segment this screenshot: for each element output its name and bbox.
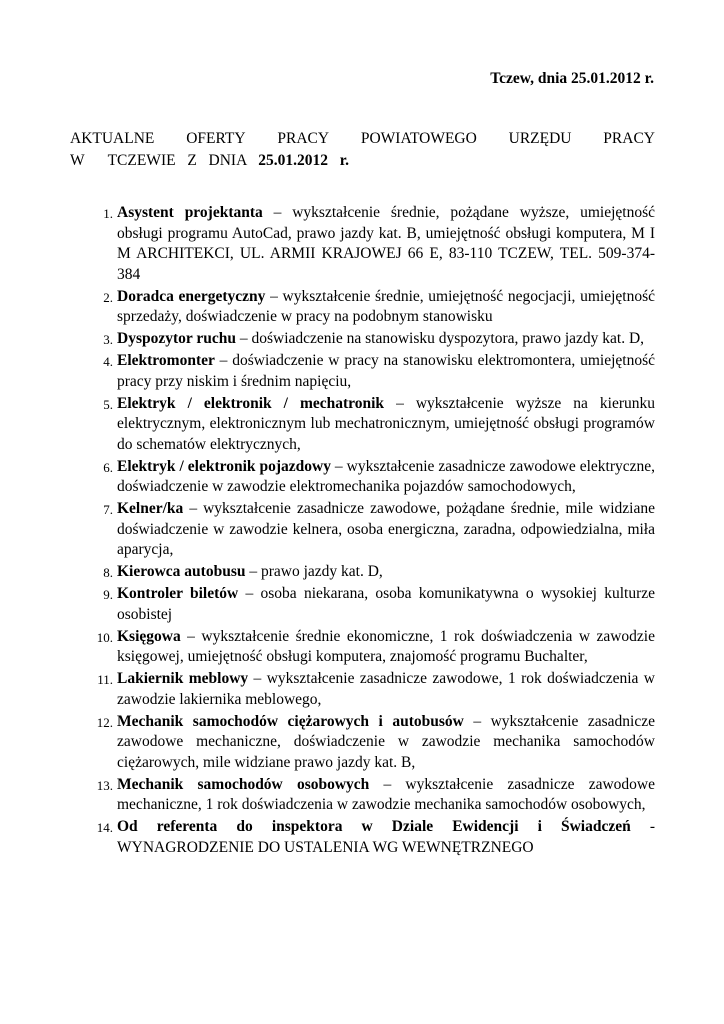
offer-description: – doświadczenie w pracy na stanowisku elektromontera, umiejętność pracy przy niskim i średnim napięciu, <box>117 352 655 390</box>
heading-prefix: W TCZEWIE Z DNIA <box>70 152 259 169</box>
offer-title: Dyspozytor ruchu <box>117 330 236 347</box>
offer-title: Elektryk / elektronik pojazdowy <box>117 457 331 475</box>
job-offer <box>70 584 655 625</box>
heading-line-1 <box>70 128 655 150</box>
heading-date: 25.01.2012 r. <box>258 152 350 169</box>
offer-number: 10. <box>96 629 113 645</box>
offer-title: Od referenta do inspektora w Dziale Ewidencji i Świadczeń <box>117 818 631 835</box>
date-line: Tczew, dnia 25.01.2012 r. <box>490 70 654 87</box>
offer-number: 2. <box>103 289 113 305</box>
offer-description: – wykształcenie zasadnicze zawodowe mechaniczne, doświadczenie w zawodzie mechanika samochodów ciężarowych, mile widziane prawo jazdy kat. B, <box>117 712 655 771</box>
offer-number: 8. <box>103 565 113 580</box>
offer-description: - WYNAGRODZENIE DO USTALENIA WG WEWNĘTRZNEGO <box>117 818 655 856</box>
offer-number: 13. <box>96 777 113 793</box>
offer-description: – wykształcenie zasadnicze zawodowe, 1 rok doświadczenia w zawodzie lakiernika meblowego, <box>117 670 656 708</box>
offer-description: – wykształcenie średnie ekonomiczne, 1 rok doświadczenia w zawodzie księgowej, umiejętność obsługi komputera, znajomość programu Buchalter, <box>117 627 655 665</box>
job-offer <box>70 499 655 561</box>
job-offer <box>70 627 655 668</box>
heading-word: PRACY <box>603 130 655 147</box>
job-offer <box>70 329 655 350</box>
offer-title: Doradca energetyczny <box>117 287 266 305</box>
offer-description: – wykształcenie zasadnicze zawodowe, pożądane średnie, mile widziane doświadczenie w zawodzie kelnera, osoba energiczna, zaradna, odpowiedzialna, miła aparycja, <box>117 500 655 558</box>
heading-word: AKTUALNE <box>70 130 155 147</box>
job-offers-list <box>70 203 655 860</box>
offer-title: Lakiernik meblowy <box>117 670 249 687</box>
offer-number: 1. <box>103 206 113 221</box>
offer-number: 9. <box>103 587 113 602</box>
heading-word: OFERTY <box>186 130 246 147</box>
offer-title: Kontroler biletów <box>117 585 239 602</box>
offer-title: Kelner/ka <box>117 500 184 517</box>
offer-number: 6. <box>103 459 113 475</box>
job-offer <box>70 287 655 328</box>
offer-number: 3. <box>103 332 113 347</box>
offer-number: 5. <box>103 396 113 412</box>
offer-description: – wykształcenie średnie, pożądane wyższe, umiejętność obsługi programu AutoCad, prawo jazdy kat. B, umiejętność obsługi komputera, M I M ARCHITEKCI, UL. ARMII KRAJOWEJ 66 E, 83-110 TCZEW, TEL. 509-374-384 <box>117 204 655 283</box>
offer-title: Księgowa <box>117 627 181 645</box>
offer-title: Mechanik samochodów osobowych <box>117 775 370 793</box>
heading-word: POWIATOWEGO <box>360 130 477 147</box>
offer-description: – prawo jazdy kat. D, <box>245 563 383 580</box>
offer-description: – wykształcenie wyższe na kierunku elektrycznym, elektronicznym lub mechatronicznym, umiejętność obsługi programów do schematów elektrycznych, <box>117 394 655 453</box>
job-offer <box>70 203 655 285</box>
offer-title: Kierowca autobusu <box>117 563 246 580</box>
heading-word: URZĘDU <box>508 130 572 147</box>
job-offer <box>70 562 655 583</box>
job-offer <box>70 394 655 456</box>
job-offer <box>70 669 655 710</box>
offer-description: – wykształcenie zasadnicze zawodowe elektryczne, doświadczenie w zawodzie elektromechanika pojazdów samochodowych, <box>117 457 655 495</box>
heading-line-2 <box>70 150 655 172</box>
offer-description: – wykształcenie średnie, umiejętność negocjacji, umiejętność sprzedaży, doświadczenie w pracy na podobnym stanowisku <box>117 287 655 325</box>
job-offer <box>70 775 655 816</box>
offer-title: Mechanik samochodów ciężarowych i autobusów <box>117 712 464 730</box>
offer-description: – osoba niekarana, osoba komunikatywna o wysokiej kulturze osobistej <box>117 585 655 623</box>
offer-description: – doświadczenie na stanowisku dyspozytora, prawo jazdy kat. D, <box>235 330 645 347</box>
offer-title: Asystent projektanta <box>117 204 263 221</box>
job-offer <box>70 712 655 774</box>
offer-title: Elektromonter <box>117 352 215 369</box>
document-heading <box>70 128 655 172</box>
job-offer <box>70 351 655 392</box>
offer-number: 12. <box>96 714 113 730</box>
offer-number: 14. <box>96 820 113 835</box>
offer-title: Elektryk / elektronik / mechatronik <box>117 394 385 412</box>
heading-word: PRACY <box>277 130 330 147</box>
offer-number: 11. <box>97 672 113 687</box>
offer-description: – wykształcenie zasadnicze zawodowe mechaniczne, 1 rok doświadczenia w zawodzie mechanika samochodów osobowych, <box>117 775 655 813</box>
job-offer <box>70 457 655 498</box>
offer-number: 7. <box>103 502 113 517</box>
job-offer <box>70 817 655 858</box>
offer-number: 4. <box>103 354 113 369</box>
